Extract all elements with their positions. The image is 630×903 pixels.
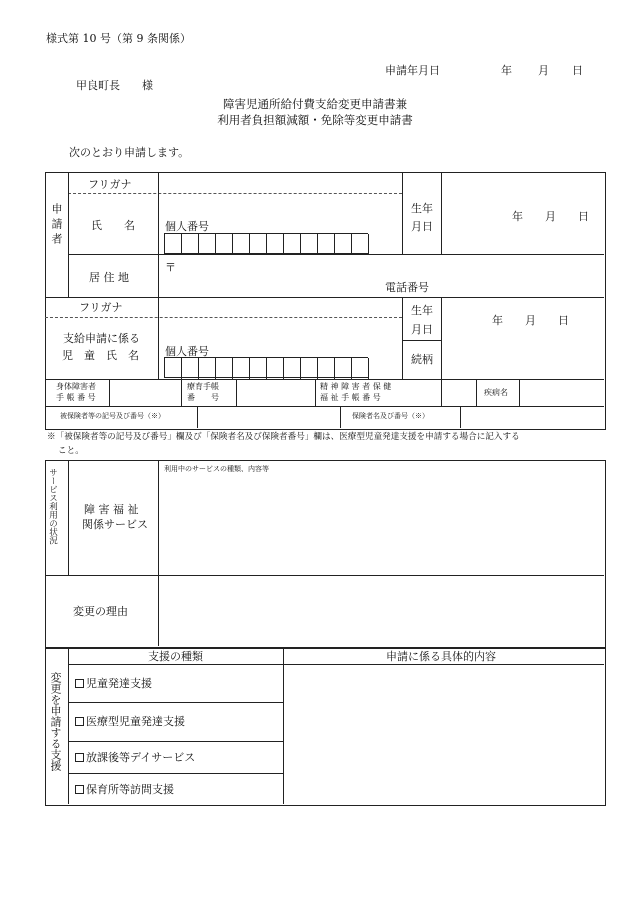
child-birth-date[interactable]: 年 月 日 — [492, 314, 569, 327]
mental-cert-label-1: 精 神 障 害 者 保 健 — [320, 382, 392, 391]
physical-cert-label-2: 手 帳 番 号 — [56, 393, 96, 402]
applicant-birth-label-2: 月日 — [411, 220, 433, 233]
child-name-label-1: 支給申請に係る — [63, 332, 140, 345]
mental-cert-label-2: 福 祉 手 帳 番 号 — [320, 393, 381, 402]
applicant-personal-number-label: 個人番号 — [165, 220, 209, 233]
application-date-month: 月 — [538, 64, 549, 77]
child-personal-number-label: 個人番号 — [165, 345, 209, 358]
support-option-jido-hattatsu[interactable]: 児童発達支援 — [75, 678, 152, 689]
furigana-divider — [68, 193, 402, 194]
intro-text: 次のとおり申請します。 — [69, 146, 190, 159]
change-reason-label: 変更の理由 — [73, 605, 128, 618]
checkbox-icon[interactable] — [75, 753, 84, 762]
form-title-line2: 利用者負担額減額・免除等変更申請書 — [217, 113, 413, 127]
application-date-day: 日 — [572, 64, 583, 77]
support-option-iryogata[interactable]: 医療型児童発達支援 — [75, 716, 185, 727]
support-detail-header: 申請に係る具体的内容 — [386, 650, 496, 663]
form-number: 様式第 10 号（第 9 条関係） — [46, 32, 191, 45]
phone-label: 電話番号 — [385, 281, 429, 294]
disease-label: 疾病名 — [484, 388, 508, 397]
note-line1: ※「被保険者等の記号及び番号」欄及び「保険者名及び保険者番号」欄は、医療型児童発達支援を申請する場合に記入する — [47, 432, 520, 442]
ryoiku-cert-label-1: 療育手帳 — [187, 382, 219, 391]
physical-cert-label-1: 身体障害者 — [56, 382, 96, 391]
welfare-service-label-1: 障 害 福 祉 — [84, 503, 139, 516]
child-birth-label-1: 生年 — [411, 304, 433, 317]
applicant-name-label: 氏 名 — [91, 219, 135, 232]
applicant-personal-number-boxes[interactable] — [164, 233, 368, 254]
child-name-label-2: 児 童 氏 名 — [62, 349, 139, 362]
note-line2: こと。 — [58, 446, 84, 456]
applicant-furigana-label: フリガナ — [88, 178, 132, 191]
form-title-line1: 障害児通所給付費支給変更申請書兼 — [223, 97, 407, 111]
service-table-border — [45, 460, 606, 648]
applicant-section-label: 申請者 — [50, 203, 63, 248]
child-birth-label-2: 月日 — [411, 323, 433, 336]
applicant-birth-date[interactable]: 年 月 日 — [512, 210, 589, 223]
service-status-side-label: サービス利用の状況 — [47, 468, 58, 545]
ryoiku-cert-label-2: 番 号 — [187, 393, 219, 402]
service-content-label: 利用中のサービスの種類、内容等 — [164, 465, 269, 473]
welfare-service-label-2: 関係サービス — [82, 518, 148, 531]
applicant-birth-label-1: 生年 — [411, 202, 433, 215]
checkbox-icon[interactable] — [75, 785, 84, 794]
support-option-houkago-day[interactable]: 放課後等デイサービス — [75, 752, 195, 763]
insurer-label: 保険者名及び番号（※） — [352, 412, 429, 420]
postal-mark: 〒 — [165, 261, 176, 274]
child-furigana-label: フリガナ — [79, 301, 123, 314]
support-type-header: 支援の種類 — [148, 650, 203, 663]
addressee: 甲良町長 様 — [76, 79, 153, 92]
child-furigana-divider — [45, 317, 402, 318]
relationship-label: 続柄 — [411, 353, 433, 366]
checkbox-icon[interactable] — [75, 679, 84, 688]
insured-number-label: 被保険者等の記号及び番号（※） — [60, 412, 165, 420]
child-personal-number-boxes[interactable] — [164, 357, 368, 378]
support-side-label: 変更を申請する支援 — [49, 672, 62, 771]
application-date-year: 年 — [501, 64, 512, 77]
support-option-hoikusho-houmon[interactable]: 保育所等訪問支援 — [75, 784, 174, 795]
applicant-address-label: 居 住 地 — [89, 271, 129, 284]
checkbox-icon[interactable] — [75, 717, 84, 726]
application-date-label: 申請年月日 — [385, 64, 440, 77]
